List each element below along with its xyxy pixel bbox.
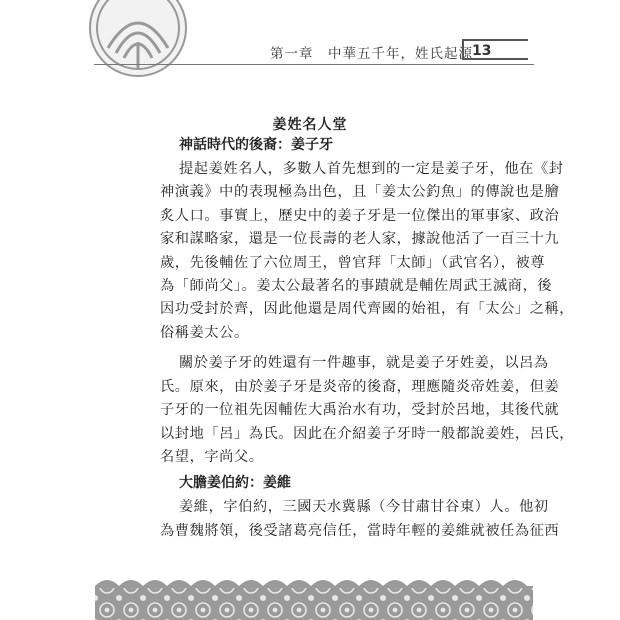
text-line: 名望，字尚父。	[160, 449, 264, 465]
text-line: 姜維，字伯約，三國天水冀縣（今甘肅甘谷東）人。他初	[179, 499, 549, 515]
subsection-heading: 大膽姜伯約：姜維	[179, 475, 291, 491]
text-line: 子牙的一位祖先因輔佐大禹治水有功，受封於呂地，其後代就	[160, 402, 560, 418]
text-line: 為曹魏將領，後受諸葛亮信任，當時年輕的姜維就被任為征西	[160, 523, 560, 539]
text-line: 為「師尚父」。姜太公最著名的事蹟就是輔佐周武王滅商，後	[160, 278, 553, 294]
page-number: 13	[462, 39, 528, 60]
subsection-heading: 神話時代的後裔：姜子牙	[179, 137, 333, 153]
text-line: 歲，先後輔佐了六位周王，曾官拜「太師」（武官名），被尊	[160, 255, 546, 271]
text-line: 關於姜子牙的姓還有一件趣事，就是姜子牙姓姜，以呂為	[179, 355, 549, 371]
text-line: 氏。原來，由於姜子牙是炎帝的後裔，理應隨炎帝姓姜，但姜	[160, 379, 560, 395]
header-rule	[94, 64, 534, 65]
text-line: 俗稱姜太公。	[160, 325, 249, 341]
text-line: 家和謀略家，還是一位長壽的老人家，據說他活了一百三十九	[160, 231, 560, 247]
decorative-footer-pattern	[95, 574, 533, 620]
text-line: 提起姜姓名人，多數人首先想到的一定是姜子牙，他在《封	[179, 161, 564, 177]
chapter-title: 第一章 中華五千年，姓氏起源	[270, 46, 473, 62]
text-line: 因功受封於齊，因此他還是周代齊國的始祖，有「太公」之稱，	[160, 301, 575, 317]
text-line: 炙人口。事實上，歷史中的姜子牙是一位傑出的軍事家、政治	[160, 208, 560, 224]
decorative-emblem-icon	[88, 0, 188, 78]
section-title: 姜姓名人堂	[272, 117, 348, 133]
text-line: 以封地「呂」為氏。因此在介紹姜子牙時一般都說姜姓，呂氏，	[160, 426, 575, 442]
text-line: 神演義》中的表現極為出色，且「姜太公釣魚」的傳說也是膾	[160, 184, 560, 200]
